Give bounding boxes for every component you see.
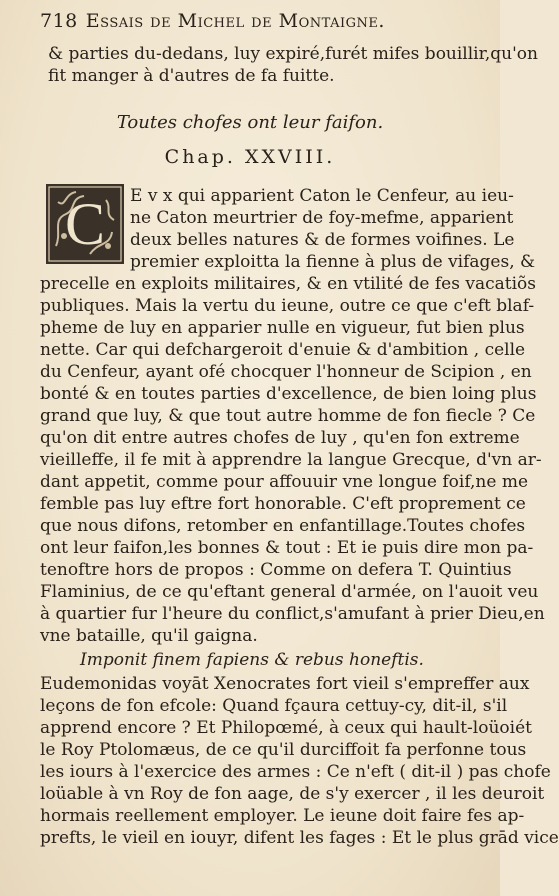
text-line: bonté & en toutes parties d'excellence, de bien loing plus [40,384,537,404]
text-line: premier exploitta la fienne à plus de vifages, & [130,252,536,272]
text-line: Eudemonidas voyāt Xenocrates fort vieil s'empreffer aux [40,674,530,694]
page-number: 718 [40,10,78,32]
text-line: grand que luy, & que tout autre homme de fon fiecle ? Ce [40,406,536,426]
text-line: nette. Car qui defchargeroit d'enuie & d'ambition , celle [40,340,526,360]
text-line: apprend encore ? Et Philopœmé, à ceux qui hault-loüoiét [40,718,532,738]
text-line: E v x qui apparient Caton le Cenfeur, au ieu- [130,186,514,206]
text-line: qu'on dit entre autres chofes de luy , qu'en fon extreme [40,428,520,448]
text-line: à quartier fur l'heure du conflict,s'amufant à prier Dieu,en [40,604,545,624]
text-line: les iours à l'exercice des armes : Ce n'eft ( dit-il ) pas chofe [40,762,551,782]
text-line: ont leur faifon,les bonnes & tout : Et ie puis dire mon pa- [40,538,534,558]
text-line: le Roy Ptolomæus, de ce qu'il durciffoit fa perfonne tous [40,740,527,760]
text-line: tenoftre hors de propos : Comme on defera T. Quintius [40,560,512,580]
text-line: femble pas luy eftre fort honorable. C'eft proprement ce [40,494,526,514]
text-line: vne bataille, qu'il gaigna. [40,626,258,646]
text-line: leçons de fon efcole: Quand fçaura cettuy-cy, dit-il, s'il [40,696,508,716]
text-line: dant appetit, comme pour affouuir vne longue foif,ne me [40,472,529,492]
running-head [40,10,460,32]
text-line: pheme de luy en apparier nulle en vigueur, fut bien plus [40,318,525,338]
text-line: hormais reellement employer. Le ieune doit faire fes ap- [40,806,525,826]
section-title: Toutes chofes ont leur faifon. [116,112,384,133]
running-head-title: Essais de Michel de Montaigne. [85,10,385,32]
chapter-heading: Chap. XXVIII. [164,146,336,168]
text-line: loüable à vn Roy de fon aage, de s'y exercer , il les deuroit [40,784,545,804]
text-line: que nous difons, retomber en enfantillage.Toutes chofes [40,516,526,536]
text-line: vieilleffe, il fe mit à apprendre la langue Grecque, d'vn ar- [40,450,542,470]
text-line: Flaminius, de ce qu'eftant general d'armée, on l'auoit veu [40,582,539,602]
text-line: deux belles natures & de formes voifines. Le [130,230,515,250]
text-line: fit manger à d'autres de fa fuitte. [48,66,335,86]
dropcap-ornament [46,184,124,264]
text-line: ne Caton meurtrier de foy-mefme, apparient [130,208,514,228]
text-line: & parties du-dedans, luy expiré,furét mifes bouillir,qu'on [48,44,538,64]
text-line: precelle en exploits militaires, & en vtilité de fes vacatiõs [40,274,536,294]
dropcap-letter: C [64,191,106,257]
text-line: publiques. Mais la vertu du ieune, outre ce que c'eft blaf- [40,296,535,316]
latin-quote: Imponit finem fapiens & rebus honeftis. [80,650,424,670]
text-line: du Cenfeur, ayant ofé chocquer l'honneur de Scipion , en [40,362,532,382]
text-line: prefts, le vieil en iouyr, difent les fages : Et le plus grād vice [40,828,559,848]
